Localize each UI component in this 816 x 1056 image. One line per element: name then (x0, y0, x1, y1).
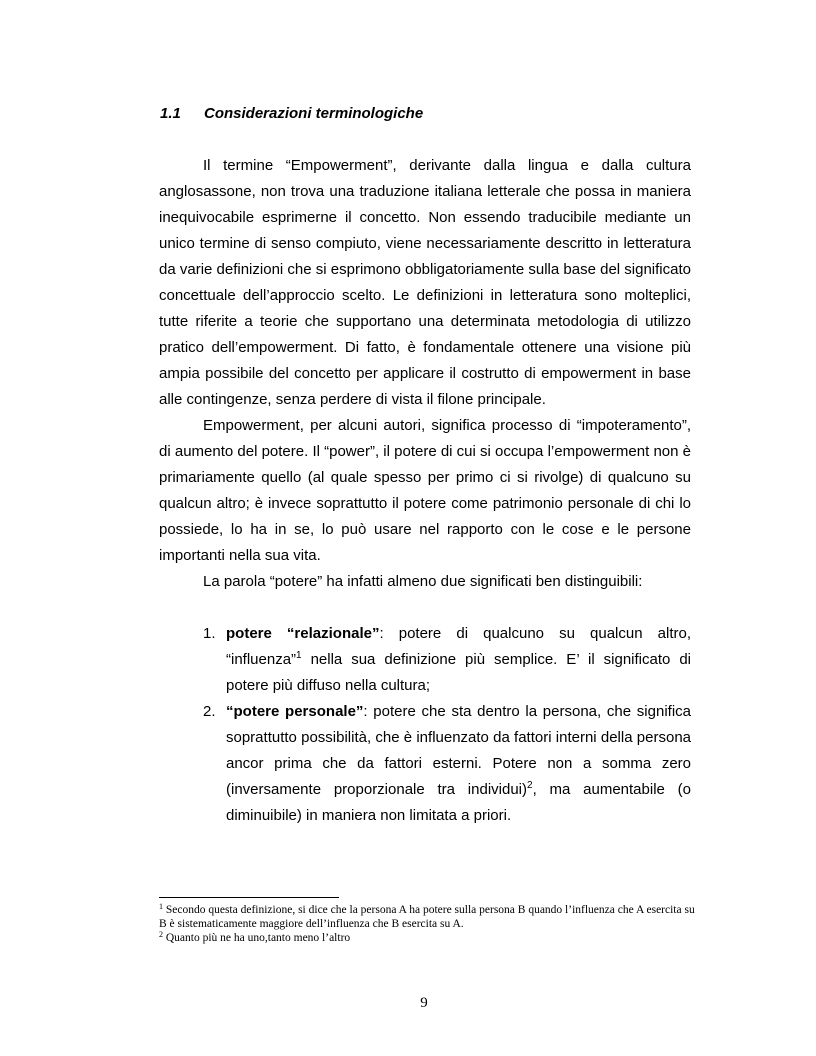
footnote-1 (159, 903, 699, 931)
footnote-mark: 2 (159, 930, 163, 939)
footnote-separator (159, 897, 339, 898)
list-marker: 1. (203, 625, 216, 642)
footnote-text: Quanto più ne ha uno,tanto meno l’altro (163, 932, 351, 944)
definitions-list (159, 621, 691, 829)
footnote-ref: 1 (296, 650, 302, 661)
paragraph-3: La parola “potere” ha infatti almeno due significati ben distinguibili: (203, 573, 643, 590)
footnote-text: Secondo questa definizione, si dice che la persona A ha potere sulla persona B quando l’influenza che A esercita su B è sistematicamente maggiore dell’influenza che B esercita su A. (159, 904, 695, 930)
list-text: nella sua definizione più semplice. E’ il significato di potere più diffuso nella cultura; (226, 651, 691, 694)
list-term: “potere personale” (226, 703, 364, 720)
list-term: potere “relazionale” (226, 625, 380, 642)
page-number: 9 (420, 995, 428, 1011)
list-marker: 2. (203, 703, 216, 720)
paragraph-2: Empowerment, per alcuni autori, significa processo di “impoteramento”, di aumento del potere. Il “power”, il potere di cui si occupa l’empowerment non è primariamente quello (al quale spesso per primo ci si rivolge) di qualcuno su qualcun altro; è invece soprattutto il potere come patrimonio personale di chi lo possiede, lo ha in se, lo può usare nel rapporto con le cose e le persone importanti nella sua vita. (159, 417, 691, 564)
list-text: , ma aumentabile (o diminuibile) in maniera non limitata a priori. (226, 781, 691, 824)
list-item-1 (159, 621, 691, 699)
body-text (159, 153, 691, 829)
list-text: : potere che sta dentro la persona, che significa soprattutto possibilità, che è influenzato da fattori interni della persona ancor prima che da fattori esterni. Potere non a somma zero (inversamente proporzionale tra individui) (226, 703, 691, 798)
paragraph-1: Il termine “Empowerment”, derivante dalla lingua e dalla cultura anglosassone, non trova una traduzione italiana letterale che possa in maniera inequivocabile esprimerne il concetto. Non essendo traducibile mediante un unico termine di senso compiuto, viene necessariamente descritto in letteratura da varie definizioni che si esprimono obbligatoriamente sulla base del significato concettuale dell’approccio scelto. Le definizioni in letteratura sono molteplici, tutte riferite a teorie che supportano una determinata metodologia di utilizzo pratico dell’empowerment. Di fatto, è fondamentale ottenere una visione più ampia possibile del concetto per applicare il costrutto di empowerment in base alle contingenze, senza perdere di vista il filone principale. (159, 157, 691, 408)
section-title: Considerazioni terminologiche (204, 105, 424, 122)
footnote-ref: 2 (527, 780, 533, 791)
footnotes (159, 903, 699, 945)
footnote-2 (159, 931, 699, 945)
section-heading (160, 105, 423, 122)
list-text: : potere di qualcuno su qualcun altro, “influenza” (226, 625, 691, 668)
section-number: 1.1 (160, 105, 181, 122)
list-item-2 (159, 699, 691, 829)
footnote-mark: 1 (159, 902, 163, 911)
